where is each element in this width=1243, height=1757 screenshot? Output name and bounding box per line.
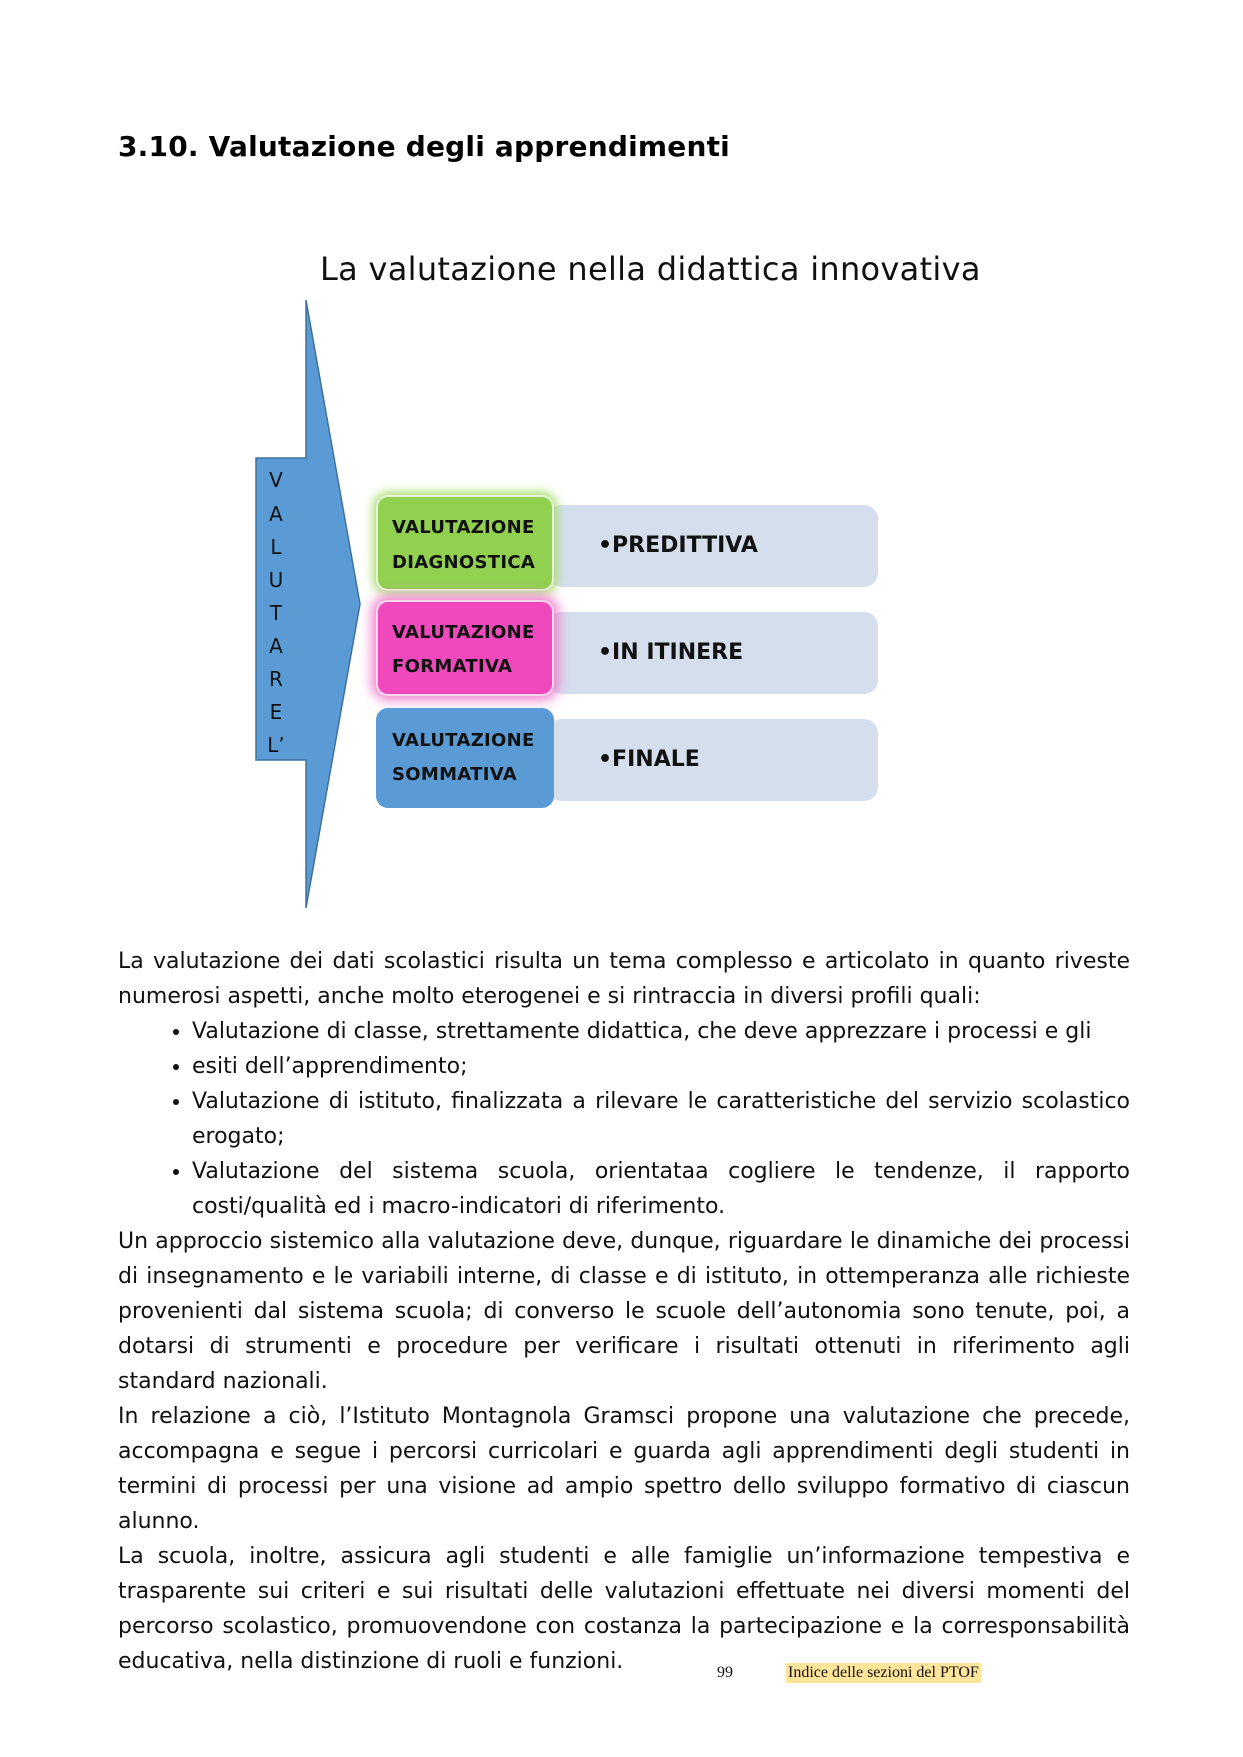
predittiva-label: •PREDITTIVA	[598, 533, 758, 558]
intro-paragraph: La valutazione dei dati scolastici risulta un tema complesso e articolato in quanto riveste numerosi aspetti, anche molto eterogenei e si rintraccia in diversi profili quali:	[118, 949, 1130, 1009]
index-link[interactable]: Indice delle sezioni del PTOF	[788, 1664, 979, 1681]
arrow-letter: R	[269, 667, 283, 691]
in-itinere-label: •IN ITINERE	[598, 640, 744, 665]
list-item: • Valutazione di classe, strettamente didattica, che deve apprezzare i processi e gli	[192, 1014, 1130, 1049]
sommativa-box	[376, 708, 554, 808]
arrow-letter: E	[269, 700, 283, 724]
diagnostica-box	[376, 495, 554, 591]
sommativa-box-line1: VALUTAZIONE	[392, 730, 535, 751]
list-item: • esiti dell’apprendimento;	[192, 1049, 1130, 1084]
diagram-title: La valutazione nella didattica innovativa	[320, 250, 981, 288]
list-item: • Valutazione di istituto, finalizzata a rilevare le caratteristiche del servizio scolastico erogato;	[192, 1084, 1130, 1154]
sommativa-box-line2: SOMMATIVA	[392, 764, 517, 785]
arrow-letter: L’	[267, 733, 285, 757]
section-heading: 3.10. Valutazione degli apprendimenti	[118, 130, 730, 163]
paragraph: In relazione a ciò, l’Istituto Montagnola Gramsci propone una valutazione che precede, accompagna e segue i percorsi curricolari e guarda agli apprendimenti degli studenti in termini di processi per una visione ad ampio spettro dello sviluppo formativo di ciascun alunno.	[118, 1404, 1130, 1534]
formativa-box-line2: FORMATIVA	[392, 656, 513, 677]
arrow-letter: V	[269, 468, 283, 492]
arrow-letter: A	[269, 634, 283, 658]
page-number: 99	[717, 1664, 733, 1681]
formativa-box-line1: VALUTAZIONE	[392, 622, 535, 643]
arrow-letter: U	[268, 568, 284, 592]
finale-label: •FINALE	[598, 747, 700, 772]
body-text	[118, 944, 1130, 1679]
paragraph: Un approccio sistemico alla valutazione deve, dunque, riguardare le dinamiche dei processi di insegnamento e le variabili interne, di classe e di istituto, in ottemperanza alle richieste provenienti dal sistema scuola; di converso le scuole dell’autonomia sono tenute, poi, a dotarsi di strumenti e procedure per verificare i risultati ottenuti in riferimento agli standard nazionali.	[118, 1229, 1130, 1394]
list-item: • Valutazione del sistema scuola, orientataa cogliere le tendenze, il rapporto costi/qualità ed i macro-indicatori di riferimento.	[192, 1154, 1130, 1224]
paragraph: La scuola, inoltre, assicura agli studenti e alle famiglie un’informazione tempestiva e trasparente sui criteri e sui risultati delle valutazioni effettuate nei diversi momenti del percorso scolastico, promuovendone con costanza la partecipazione e la corresponsabilità educativa, nella distinzione di ruoli e funzioni.	[118, 1544, 1130, 1674]
arrow-letter: T	[269, 601, 283, 625]
formativa-box	[376, 600, 554, 696]
arrow-letter: A	[269, 502, 283, 526]
diagnostica-box-line1: VALUTAZIONE	[392, 517, 535, 538]
evaluation-list	[118, 1014, 1130, 1224]
diagnostica-box-line2: DIAGNOSTICA	[392, 552, 536, 573]
arrow-letter: L	[270, 535, 282, 559]
